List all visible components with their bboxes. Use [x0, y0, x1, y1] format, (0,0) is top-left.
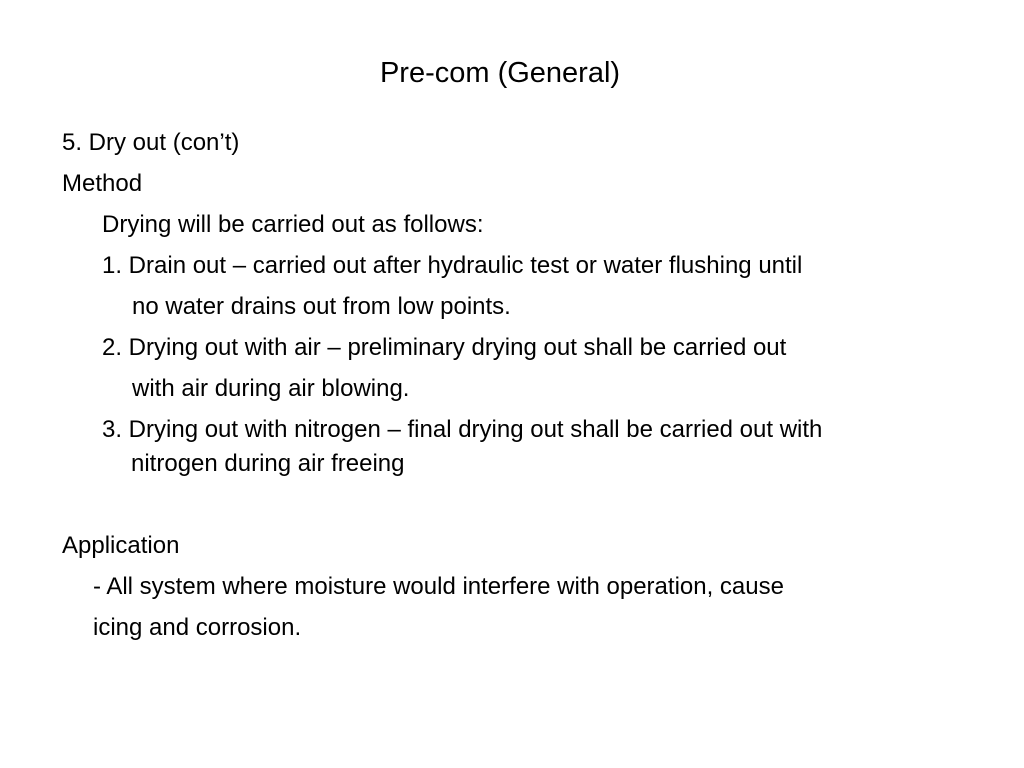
- application-line-1: - All system where moisture would interfere with operation, cause: [93, 573, 784, 600]
- method-heading: Method: [62, 170, 143, 197]
- method-step-1-line-2: no water drains out from low points.: [132, 293, 511, 320]
- method-step-3-line-1: 3. Drying out with nitrogen – final drying out shall be carried out with: [102, 416, 823, 443]
- slide-title: Pre-com (General): [379, 57, 621, 89]
- method-step-2-line-1: 2. Drying out with air – preliminary drying out shall be carried out: [102, 334, 787, 361]
- section-heading-dry-out: 5. Dry out (con’t): [62, 129, 240, 156]
- method-step-1-line-1: 1. Drain out – carried out after hydraulic test or water flushing until: [102, 252, 803, 279]
- method-intro: Drying will be carried out as follows:: [102, 211, 484, 238]
- method-step-3-line-2: nitrogen during air freeing: [131, 450, 405, 477]
- application-heading: Application: [62, 532, 180, 559]
- method-step-2-line-2: with air during air blowing.: [132, 375, 410, 402]
- application-line-2: icing and corrosion.: [93, 614, 302, 641]
